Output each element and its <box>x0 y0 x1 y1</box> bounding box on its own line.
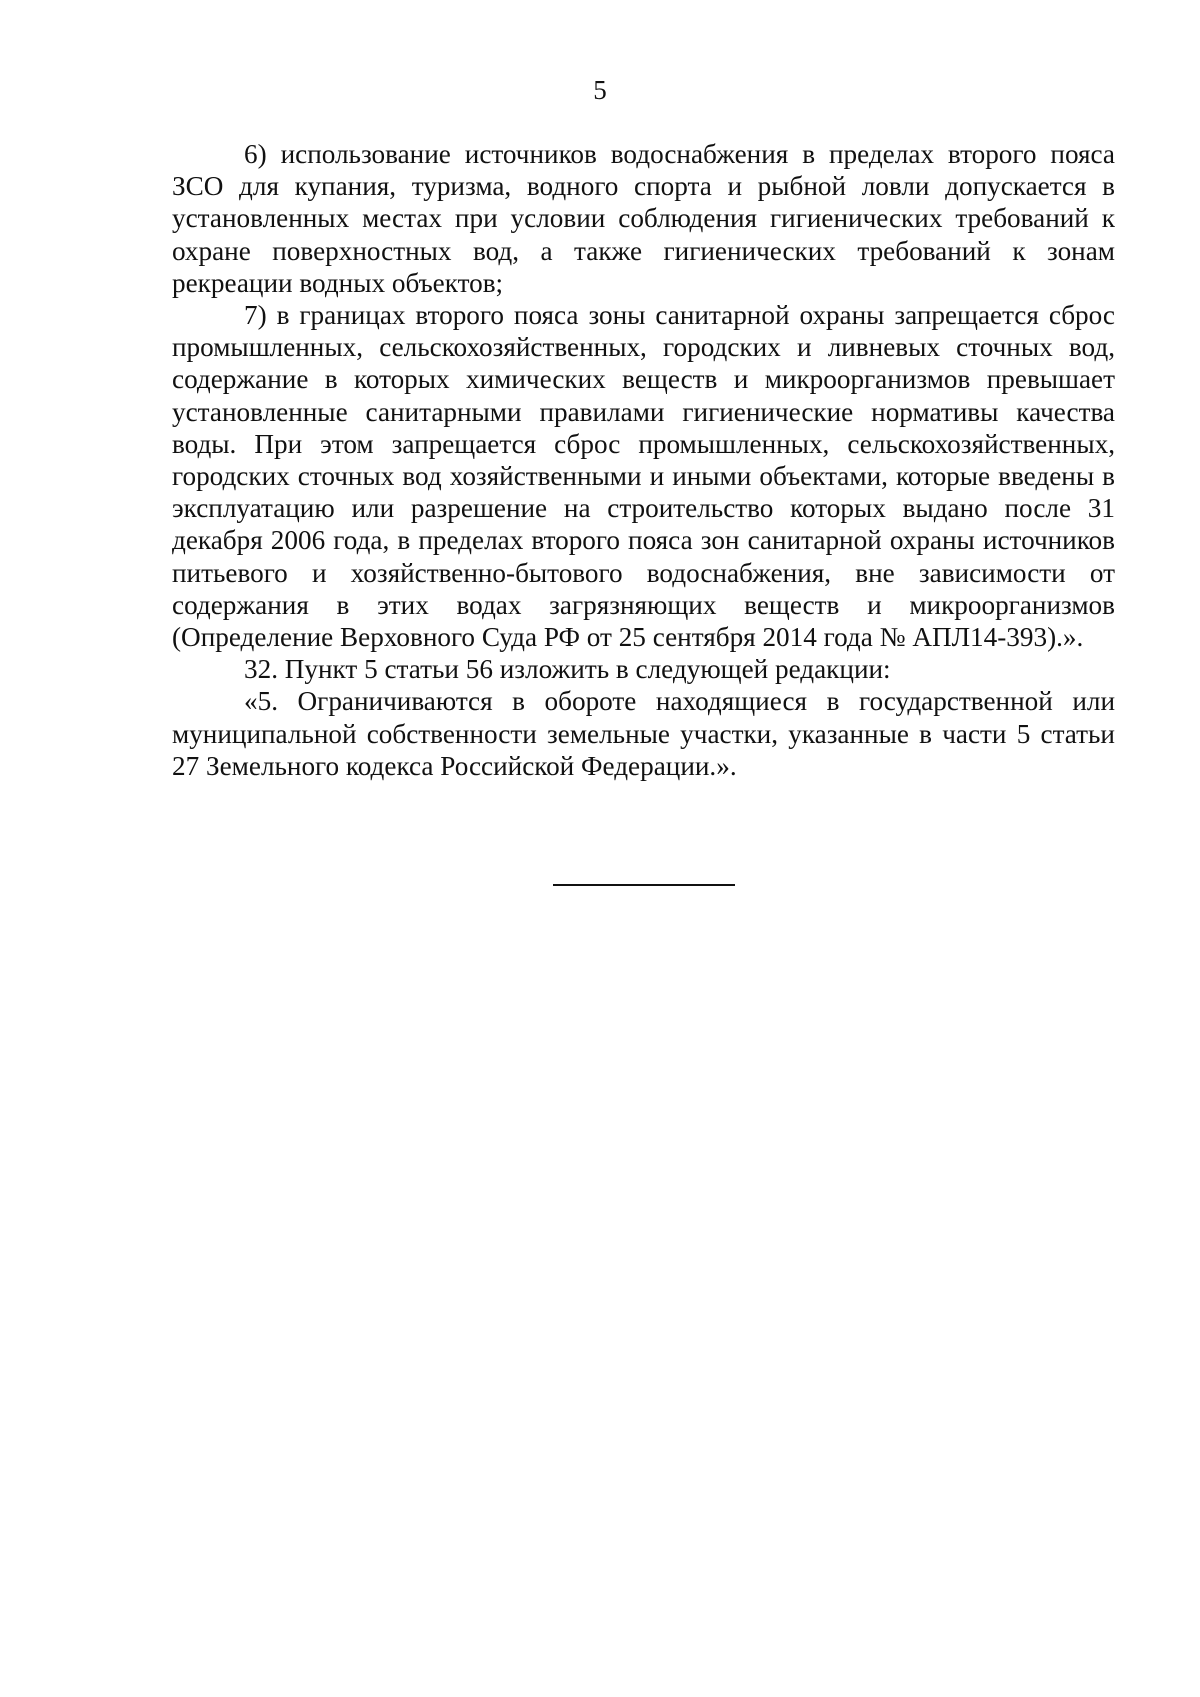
document-body <box>172 138 1115 782</box>
paragraph-article-56-point-5: «5. Ограничиваются в обороте находящиеся в государственной или муниципальной собственности земельные участки, указанные в части 5 статьи 27 Земельного кодекса Российской Федерации.». <box>172 686 1115 781</box>
end-separator-line <box>553 884 735 886</box>
paragraph-point-32: 32. Пункт 5 статьи 56 изложить в следующей редакции: <box>244 654 891 685</box>
paragraph-item-7: 7) в границах второго пояса зоны санитарной охраны запрещается сброс промышленных, сельскохозяйственных, городских и ливневых сточных вод, содержание в которых химических веществ и микроорганизмов превышает установленные санитарными правилами гигиенические нормативы качества воды. При этом запрещается сброс промышленных, сельскохозяйственных, городских сточных вод хозяйственными и иными объектами, которые введены в эксплуатацию или разрешение на строительство которых выдано после 31 декабря 2006 года, в пределах второго пояса зон санитарной охраны источников питьевого и хозяйственно-бытового водоснабжения, вне зависимости от содержания в этих водах загрязняющих веществ и микроорганизмов (Определение Верховного Суда РФ от 25 сентября 2014 года № АПЛ14-393).». <box>172 300 1115 653</box>
paragraph-item-6: 6) использование источников водоснабжения в пределах второго пояса ЗСО для купания, туризма, водного спорта и рыбной ловли допускается в установленных местах при условии соблюдения гигиенических требований к охране поверхностных вод, а также гигиенических требований к зонам рекреации водных объектов; <box>172 139 1115 298</box>
page-number: 5 <box>593 75 607 105</box>
